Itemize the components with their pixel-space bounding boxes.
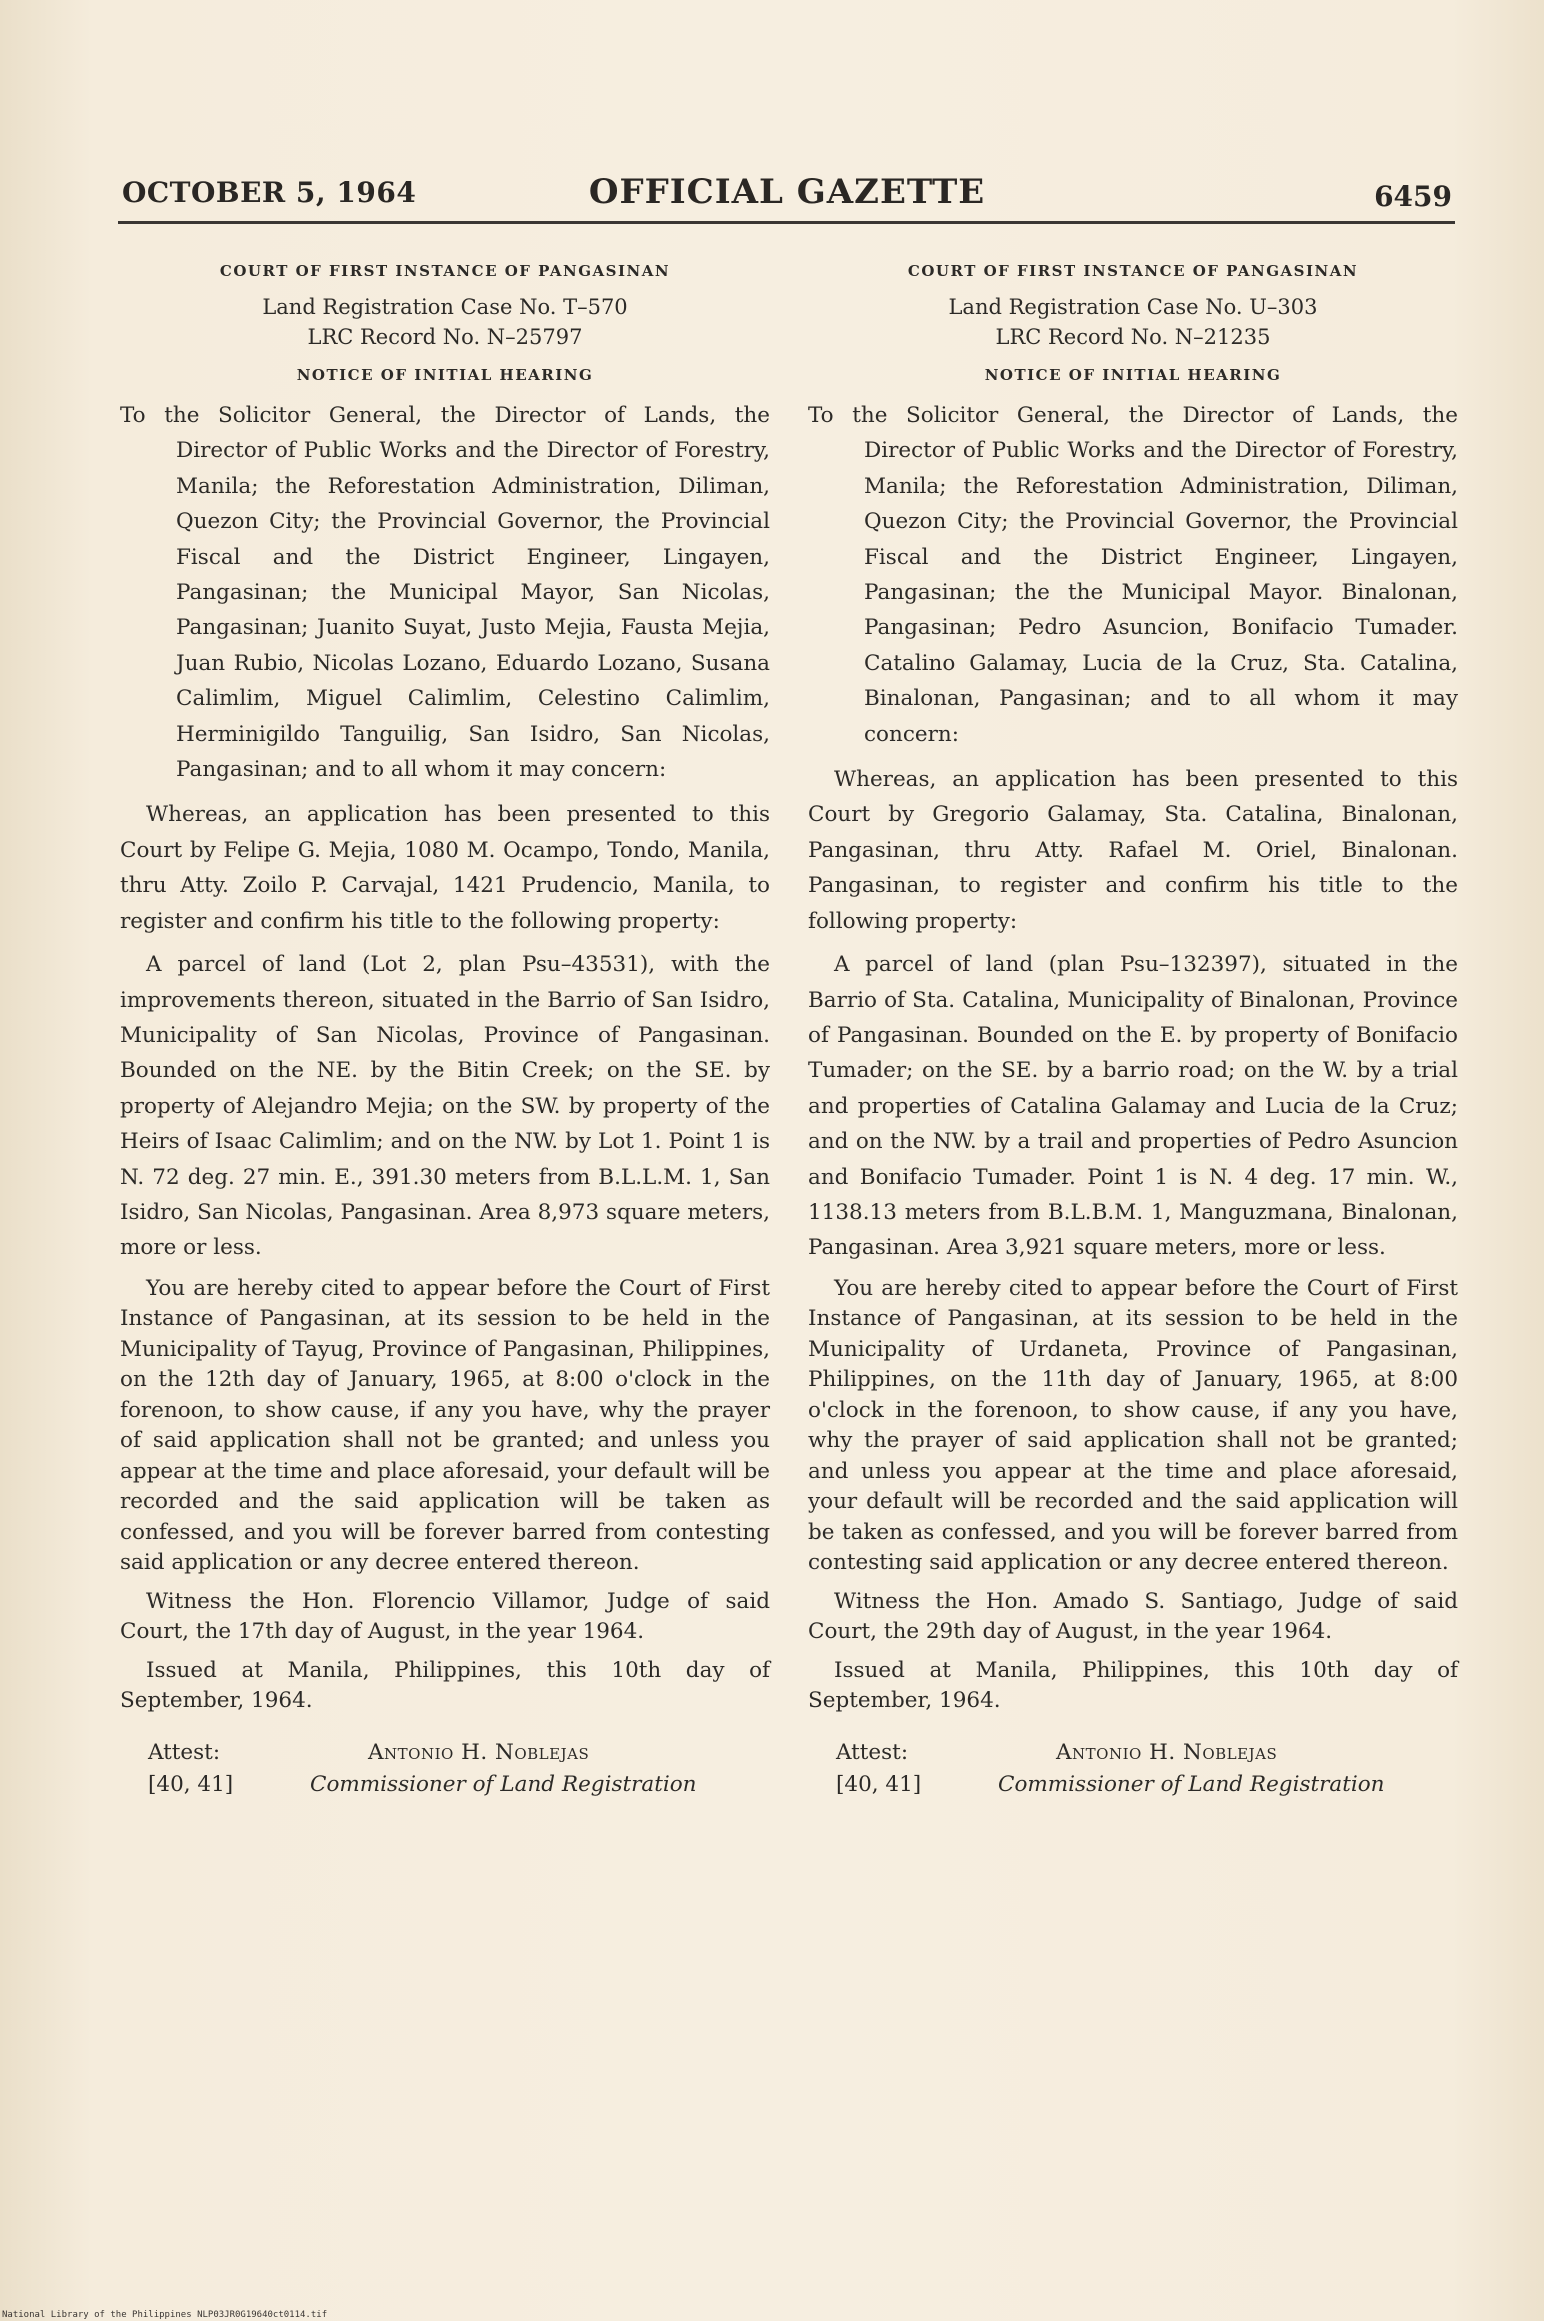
record-number: LRC Record No. N–21235 <box>995 325 1271 349</box>
issue-numbers: [40, 41] <box>836 1771 922 1797</box>
signatory-title: Commissioner of Land Registration <box>998 1771 1385 1797</box>
attest-label: Attest: <box>148 1739 221 1765</box>
court-name: COURT OF FIRST INSTANCE OF PANGASINAN <box>907 262 1359 280</box>
record-number: LRC Record No. N–25797 <box>307 325 583 349</box>
signatory-name: Antonio H. Noblejas <box>368 1739 590 1765</box>
addressees-paragraph: To the Solicitor General, the Director of Lands, the Director of Public Works and the Director of Forestry, Manila; the Reforestation Administration, Diliman, Quezon City; the Provincial Governor, the Provincial Fiscal and the District Engineer, Lingayen, Pangasinan; the the Municipal Mayor. Binalonan, Pangasinan; Pedro Asuncion, Bonifacio Tumader. Catalino Galamay, Lucia de la Cruz, Sta. Catalina, Binalonan, Pangasinan; and to all whom it may concern: <box>808 403 1458 747</box>
scan-source-footer: National Library of the Philippines NLP03JR0G19640ct0114.tif <box>2 2310 328 2320</box>
court-name: COURT OF FIRST INSTANCE OF PANGASINAN <box>219 262 671 280</box>
notice-title: NOTICE OF INITIAL HEARING <box>984 366 1282 384</box>
page-number: 6459 <box>1374 180 1452 213</box>
notice-right <box>808 262 1458 1801</box>
attest-label: Attest: <box>836 1739 909 1765</box>
page-header <box>122 170 1452 220</box>
issued-paragraph: Issued at Manila, Philippines, this 10th day of September, 1964. <box>120 1657 770 1714</box>
citation-paragraph: You are hereby cited to appear before the Court of First Instance of Pangasinan, at its session to be held in the Municipality of Urdaneta, Province of Pangasinan, Philippines, on the 11th day of January, 1965, at 8:00 o'clock in the forenoon, to show cause, if any you have, why the prayer of said application shall not be granted; and unless you appear at the time and place aforesaid, your default will be recorded and the said application will be taken as confessed, and you will be forever barred from contesting said application or any decree entered thereon. <box>808 1275 1458 1576</box>
case-number: Land Registration Case No. T–570 <box>262 295 628 319</box>
signatory-title: Commissioner of Land Registration <box>310 1771 697 1797</box>
signatory-name: Antonio H. Noblejas <box>1056 1739 1278 1765</box>
property-paragraph: A parcel of land (Lot 2, plan Psu–43531), with the improvements thereon, situated in the Barrio of San Isidro, Municipality of San Nicolas, Province of Pangasinan. Bounded on the NE. by the Bitin Creek; on the SE. by property of Alejandro Mejia; on the SW. by property of the Heirs of Isaac Calimlim; and on the NW. by Lot 1. Point 1 is N. 72 deg. 27 min. E., 391.30 meters from B.L.L.M. 1, San Isidro, San Nicolas, Pangasinan. Area 8,973 square meters, more or less. <box>120 952 770 1261</box>
notice-title: NOTICE OF INITIAL HEARING <box>296 366 594 384</box>
issued-paragraph: Issued at Manila, Philippines, this 10th day of September, 1964. <box>808 1657 1458 1714</box>
issue-date: OCTOBER 5, 1964 <box>122 176 417 209</box>
citation-paragraph: You are hereby cited to appear before the Court of First Instance of Pangasinan, at its session to be held in the Municipality of Tayug, Province of Pangasinan, Philippines, on the 12th day of January, 1965, at 8:00 o'clock in the forenoon, to show cause, if any you have, why the prayer of said application shall not be granted; and unless you appear at the time and place aforesaid, your default will be recorded and the said application will be taken as confessed, and you will be forever barred from contesting said application or any decree entered thereon. <box>120 1275 770 1576</box>
case-number: Land Registration Case No. U–303 <box>948 295 1318 319</box>
signature-block <box>808 1737 1458 1801</box>
notice-left <box>120 262 770 1801</box>
issue-numbers: [40, 41] <box>148 1771 234 1797</box>
publication-title: OFFICIAL GAZETTE <box>588 172 986 212</box>
whereas-paragraph: Whereas, an application has been presented to this Court by Gregorio Galamay, Sta. Catalina, Binalonan, Pangasinan, thru Atty. Rafael M. Oriel, Binalonan. Pangasinan, to register and confirm his title to the following property: <box>808 767 1458 934</box>
property-paragraph: A parcel of land (plan Psu–132397), situated in the Barrio of Sta. Catalina, Municipality of Binalonan, Province of Pangasinan. Bounded on the E. by property of Bonifacio Tumader; on the SE. by a barrio road; on the W. by a trial and properties of Catalina Galamay and Lucia de la Cruz; and on the NW. by a trail and properties of Pedro Asuncion and Bonifacio Tumader. Point 1 is N. 4 deg. 17 min. W., 1138.13 meters from B.L.B.M. 1, Manguzmana, Binalonan, Pangasinan. Area 3,921 square meters, more or less. <box>808 952 1458 1261</box>
signature-block <box>120 1737 770 1801</box>
addressees-paragraph: To the Solicitor General, the Director of Lands, the Director of Public Works and the Director of Forestry, Manila; the Reforestation Administration, Diliman, Quezon City; the Provincial Governor, the Provincial Fiscal and the District Engineer, Lingayen, Pangasinan; the Municipal Mayor, San Nicolas, Pangasinan; Juanito Suyat, Justo Mejia, Fausta Mejia, Juan Rubio, Nicolas Lozano, Eduardo Lozano, Susana Calimlim, Miguel Calimlim, Celestino Calimlim, Herminigildo Tanguilig, San Isidro, San Nicolas, Pangasinan; and to all whom it may concern: <box>120 403 770 783</box>
whereas-paragraph: Whereas, an application has been presented to this Court by Felipe G. Mejia, 1080 M. Ocampo, Tondo, Manila, thru Atty. Zoilo P. Carvajal, 1421 Prudencio, Manila, to register and confirm his title to the following property: <box>120 802 770 934</box>
witness-paragraph: Witness the Hon. Amado S. Santiago, Judge of said Court, the 29th day of August, in the year 1964. <box>808 1588 1458 1645</box>
witness-paragraph: Witness the Hon. Florencio Villamor, Judge of said Court, the 17th day of August, in the year 1964. <box>120 1588 770 1645</box>
header-rule <box>118 221 1455 224</box>
